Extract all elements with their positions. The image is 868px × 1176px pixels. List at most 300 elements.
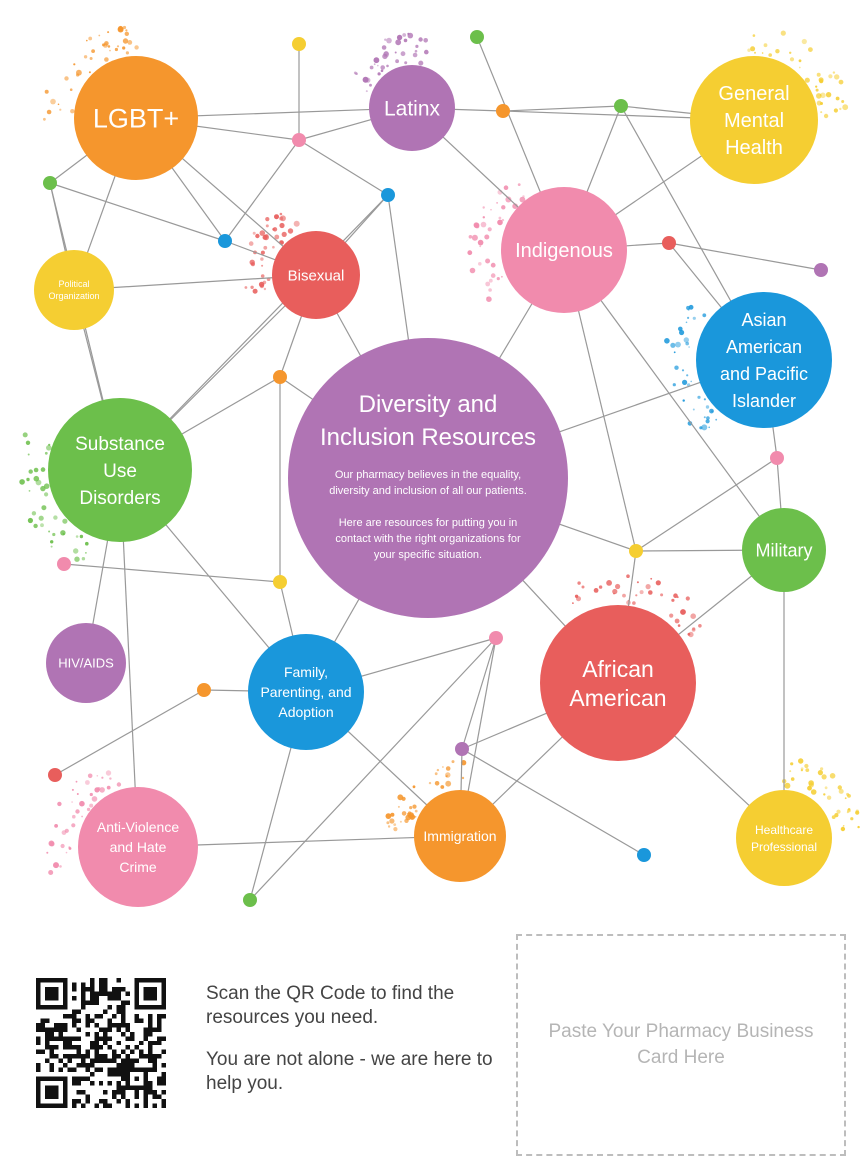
splatter-dot <box>435 772 438 775</box>
splatter-dot <box>61 844 65 848</box>
splatter-dot <box>789 52 791 54</box>
splatter-dot <box>818 770 823 775</box>
splatter-dot <box>518 183 521 186</box>
bubble-military[interactable] <box>742 508 826 592</box>
splatter-dot <box>692 627 695 630</box>
splatter-dot <box>71 801 73 803</box>
splatter-dot <box>123 38 128 43</box>
splatter-dot <box>640 590 644 594</box>
splatter-dot <box>855 811 859 815</box>
splatter-dot <box>76 73 79 76</box>
splatter-dot <box>469 235 473 239</box>
splatter-dot <box>280 215 286 221</box>
splatter-dot <box>115 48 118 51</box>
splatter-dot <box>381 70 384 73</box>
splatter-dot <box>823 793 825 795</box>
splatter-dot <box>84 55 87 58</box>
splatter-dot <box>845 797 847 799</box>
splatter-dot <box>294 221 300 227</box>
splatter-dot <box>415 810 418 813</box>
splatter-dot <box>28 454 30 456</box>
bubble-label: Immigration <box>423 828 497 844</box>
connector-dot <box>614 99 628 113</box>
splatter-dot <box>446 776 448 778</box>
connection-line <box>669 243 821 270</box>
splatter-dot <box>857 826 859 828</box>
splatter-dot <box>478 262 482 266</box>
bubble-political-organization[interactable] <box>34 250 114 330</box>
connection-line <box>50 183 225 241</box>
splatter-dot <box>442 766 444 768</box>
splatter-dot <box>266 224 269 227</box>
splatter-dot <box>489 279 493 283</box>
splatter-dot <box>682 369 684 371</box>
splatter-dot <box>577 581 580 584</box>
connection-line <box>225 140 299 241</box>
splatter-dot <box>288 228 293 233</box>
splatter-dot <box>23 432 28 437</box>
splatter-dot <box>842 104 848 110</box>
splatter-dot <box>704 416 706 418</box>
splatter-dot <box>46 445 52 451</box>
splatter-dot <box>467 250 472 255</box>
splatter-dot <box>412 805 416 809</box>
splatter-dot <box>106 770 111 775</box>
splatter-dot <box>118 27 124 33</box>
splatter-dot <box>34 468 39 473</box>
splatter-dot <box>355 72 358 75</box>
splatter-dot <box>253 232 256 235</box>
splatter-dot <box>688 633 691 636</box>
splatter-dot <box>715 419 717 421</box>
splatter-dot <box>86 40 88 42</box>
splatter-dot <box>76 781 78 783</box>
splatter-dot <box>830 773 836 779</box>
splatter-dot <box>397 35 402 40</box>
splatter-dot <box>820 94 822 96</box>
splatter-dot <box>245 286 248 289</box>
bubble-label: Mental <box>723 110 785 133</box>
bubble-label: Use <box>103 460 137 482</box>
connector-dot <box>381 188 395 202</box>
splatter-dot <box>670 343 675 348</box>
splatter-dot <box>445 781 451 787</box>
splatter-dot <box>833 71 835 73</box>
splatter-dot <box>822 774 827 779</box>
splatter-dot <box>395 52 397 54</box>
splatter-dot <box>260 230 266 236</box>
splatter-dot <box>501 205 505 209</box>
bubble-label: Bisexual <box>287 267 345 285</box>
splatter-dot <box>117 45 119 47</box>
splatter-dot <box>365 78 370 83</box>
connector-dot <box>197 683 211 697</box>
business-card-slot <box>516 934 846 1156</box>
splatter-dot <box>274 214 279 219</box>
splatter-dot <box>85 780 90 785</box>
bubble-circle <box>34 250 114 330</box>
bubble-label: Health <box>725 137 783 160</box>
splatter-dot <box>701 424 707 430</box>
splatter-dot <box>97 775 99 777</box>
splatter-dot <box>126 51 129 54</box>
splatter-dot <box>626 574 630 578</box>
splatter-dot <box>606 580 612 586</box>
splatter-dot <box>485 259 490 264</box>
bubble-healthcare-professional[interactable] <box>736 790 832 886</box>
bubble-label: Disorders <box>79 487 161 509</box>
splatter-dot <box>402 797 406 801</box>
topic-bubbles <box>34 56 832 907</box>
bubble-general-mental-health[interactable] <box>690 56 818 184</box>
business-card-placeholder: Paste Your Pharmacy Business Card Here <box>548 1021 814 1068</box>
splatter-dot <box>437 769 439 771</box>
splatter-dot <box>834 74 839 79</box>
splatter-dot <box>34 476 40 482</box>
connector-dot <box>496 104 510 118</box>
splatter-dot <box>122 46 125 49</box>
splatter-dot <box>686 306 690 310</box>
bubble-lgbt[interactable] <box>74 56 198 180</box>
splatter-dot <box>690 613 696 619</box>
splatter-dot <box>832 815 836 819</box>
bubble-label: Latinx <box>383 97 441 121</box>
splatter-dot <box>98 35 100 37</box>
splatter-dot <box>491 263 496 268</box>
bubble-label: Crime <box>119 859 157 875</box>
splatter-dot <box>64 76 68 80</box>
splatter-dot <box>790 57 794 61</box>
splatter-dot <box>413 785 416 788</box>
splatter-dot <box>504 185 509 190</box>
bubble-bisexual[interactable] <box>272 231 360 319</box>
splatter-dot <box>404 819 408 823</box>
splatter-dot <box>762 52 764 54</box>
splatter-dot <box>43 118 46 121</box>
splatter-dot <box>393 827 397 831</box>
connector-dot <box>243 893 257 907</box>
bubble-african-american[interactable] <box>540 605 696 761</box>
splatter-dot <box>805 768 809 772</box>
splatter-dot <box>648 590 653 595</box>
bubble-label: and Hate <box>109 839 167 855</box>
bubble-label: Islander <box>731 391 797 411</box>
connector-dot <box>43 176 57 190</box>
splatter-dot <box>260 257 263 260</box>
splatter-dot <box>808 47 813 52</box>
splatter-dot <box>261 265 263 267</box>
splatter-dot <box>576 596 581 601</box>
splatter-dot <box>107 786 111 790</box>
splatter-dot <box>90 793 93 796</box>
splatter-dot <box>400 821 402 823</box>
splatter-dot <box>386 813 392 819</box>
bubble-label: Family, <box>283 664 329 680</box>
splatter-dot <box>415 45 418 48</box>
bubble-label: Political <box>58 279 90 290</box>
connector-dot <box>662 236 676 250</box>
splatter-dot <box>612 589 617 594</box>
splatter-dot <box>53 862 59 868</box>
splatter-dot <box>768 53 772 57</box>
splatter-dot <box>819 79 823 83</box>
splatter-dot <box>19 479 25 485</box>
splatter-dot <box>50 99 56 105</box>
splatter-dot <box>501 276 503 278</box>
splatter-dot <box>486 296 492 302</box>
splatter-dot <box>502 219 504 221</box>
splatter-dot <box>125 32 129 36</box>
splatter-dot <box>263 246 267 250</box>
bubble-circle <box>540 605 696 761</box>
splatter-dot <box>637 581 639 583</box>
splatter-dot <box>479 245 481 247</box>
bubble-label: LGBT+ <box>92 103 180 134</box>
splatter-dot <box>496 202 498 204</box>
splatter-dot <box>650 578 652 580</box>
splatter-dot <box>76 535 79 538</box>
splatter-dot <box>679 330 684 335</box>
splatter-dot <box>57 802 61 806</box>
splatter-dot <box>72 815 76 819</box>
splatter-dot <box>711 410 713 412</box>
splatter-dot <box>370 66 374 70</box>
splatter-dot <box>802 39 807 44</box>
bubble-immigration[interactable] <box>414 790 506 882</box>
bubble-label: Healthcare <box>754 822 814 837</box>
splatter-dot <box>407 33 409 35</box>
connector-dot <box>770 451 784 465</box>
splatter-dot <box>801 769 803 771</box>
splatter-dot <box>656 580 661 585</box>
splatter-dot <box>671 599 674 602</box>
splatter-dot <box>674 351 676 353</box>
splatter-dot <box>29 490 31 492</box>
splatter-dot <box>499 217 502 220</box>
bubble-label: Adoption <box>278 704 334 720</box>
splatter-dot <box>820 111 822 113</box>
splatter-dot <box>677 596 679 598</box>
splatter-dot <box>380 65 385 70</box>
splatter-dot <box>825 786 828 789</box>
connector-dot <box>637 848 651 862</box>
splatter-dot <box>490 209 492 211</box>
splatter-dot <box>474 223 480 229</box>
center-body-line: your specific situation. <box>373 549 483 561</box>
bubble-label: Organization <box>48 291 100 302</box>
center-body-line: contact with the right organizations for <box>335 533 521 545</box>
center-body-line: Our pharmacy believes in the equality, <box>334 469 522 481</box>
splatter-dot <box>483 216 485 218</box>
bubble-label: Parenting, and <box>260 684 352 700</box>
splatter-dot <box>50 540 53 543</box>
splatter-dot <box>75 809 79 813</box>
splatter-dot <box>409 806 412 809</box>
splatter-dot <box>125 29 127 31</box>
splatter-dot <box>79 801 85 807</box>
splatter-dot <box>843 825 845 827</box>
splatter-dot <box>622 594 626 598</box>
splatter-dot <box>40 486 45 491</box>
bubble-anti-violence[interactable] <box>78 787 198 907</box>
splatter-dot <box>632 601 636 605</box>
splatter-dot <box>280 213 283 216</box>
splatter-dot <box>117 782 121 786</box>
splatter-dot <box>89 804 93 808</box>
splatter-dot <box>279 223 284 228</box>
splatter-dot <box>384 39 386 41</box>
splatter-dot <box>26 478 29 481</box>
splatter-dot <box>824 114 828 118</box>
splatter-dot <box>599 585 602 588</box>
splatter-dot <box>58 104 60 106</box>
splatter-dot <box>615 584 620 589</box>
bubble-family[interactable] <box>248 634 364 750</box>
splatter-dot <box>816 93 822 99</box>
center-title-line: Inclusion Resources <box>319 424 537 451</box>
connection-line <box>64 564 280 582</box>
splatter-dot <box>706 405 709 408</box>
connector-dot <box>629 544 643 558</box>
splatter-dot <box>401 51 406 56</box>
splatter-dot <box>839 80 844 85</box>
bubble-latinx[interactable] <box>369 65 455 151</box>
splatter-dot <box>69 847 72 850</box>
splatter-dot <box>107 31 109 33</box>
splatter-dot <box>485 282 490 287</box>
splatter-dot <box>828 74 832 78</box>
connection-line <box>299 140 388 195</box>
splatter-dot <box>127 40 132 45</box>
splatter-dot <box>48 870 53 875</box>
splatter-dot <box>404 61 407 64</box>
splatter-dot <box>488 227 492 231</box>
connector-dot <box>470 30 484 44</box>
splatter-dot <box>781 30 786 35</box>
splatter-dot <box>250 286 253 289</box>
splatter-dot <box>413 53 418 58</box>
splatter-dot <box>41 505 46 510</box>
splatter-dot <box>594 588 599 593</box>
bubble-label: American <box>569 684 667 711</box>
splatter-dot <box>85 542 89 546</box>
splatter-dot <box>90 57 93 60</box>
splatter-dot <box>250 260 255 265</box>
splatter-dot <box>261 274 265 278</box>
splatter-dot <box>44 492 48 496</box>
splatter-dot <box>40 523 44 527</box>
splatter-dot <box>255 234 259 238</box>
splatter-dot <box>402 33 406 37</box>
splatter-dot <box>673 383 676 386</box>
splatter-dot <box>836 97 840 101</box>
splatter-dot <box>798 758 803 763</box>
splatter-dot <box>680 609 686 615</box>
splatter-dot <box>497 277 500 280</box>
splatter-dot <box>48 444 50 446</box>
splatter-dot <box>104 57 109 62</box>
splatter-dot <box>764 43 768 47</box>
splatter-dot <box>377 65 379 67</box>
splatter-dot <box>388 825 390 827</box>
splatter-dot <box>51 546 53 548</box>
splatter-dot <box>85 552 87 554</box>
splatter-dot <box>415 816 417 818</box>
splatter-dot <box>54 824 58 828</box>
splatter-dot <box>407 813 410 816</box>
support-message: You are not alone - we are here to help you. <box>206 1049 493 1094</box>
splatter-dot <box>799 67 801 69</box>
splatter-dot <box>702 313 706 317</box>
splatter-dot <box>429 782 431 784</box>
splatter-dot <box>60 530 65 535</box>
splatter-dot <box>26 441 30 445</box>
splatter-dot <box>89 71 91 73</box>
splatter-dot <box>66 852 68 854</box>
bubble-asian-american[interactable] <box>696 292 832 428</box>
splatter-dot <box>62 519 67 524</box>
splatter-dot <box>675 619 680 624</box>
splatter-dot <box>39 516 44 521</box>
splatter-dot <box>45 452 48 455</box>
splatter-dot <box>72 789 74 791</box>
splatter-dot <box>452 760 455 763</box>
bubble-label: Substance <box>75 433 165 455</box>
splatter-dot <box>386 65 389 68</box>
splatter-dot <box>799 59 802 62</box>
splatter-dot <box>272 246 275 249</box>
splatter-dot <box>415 50 418 53</box>
bubble-label: Professional <box>750 839 818 854</box>
splatter-dot <box>784 783 790 789</box>
splatter-dot <box>483 206 485 208</box>
splatter-dot <box>847 809 851 813</box>
splatter-dot <box>440 785 444 789</box>
splatter-dot <box>470 268 476 274</box>
splatter-dot <box>386 38 392 44</box>
splatter-dot <box>664 338 670 344</box>
splatter-dot <box>80 535 83 538</box>
splatter-dot <box>472 235 478 241</box>
splatter-dot <box>697 396 700 399</box>
qr-code[interactable] <box>36 978 166 1108</box>
splatter-dot <box>70 88 73 91</box>
splatter-dot <box>708 427 710 429</box>
scan-instruction: Scan the QR Code to find the resources you need. <box>206 983 455 1028</box>
bubble-indigenous[interactable] <box>501 187 627 313</box>
splatter-dot <box>382 45 387 50</box>
splatter-dot <box>264 288 266 290</box>
bubble-hiv-aids[interactable] <box>46 623 126 703</box>
connector-dot <box>273 370 287 384</box>
center-body-line: Here are resources for putting you in <box>338 517 518 529</box>
splatter-dot <box>103 43 108 48</box>
splatter-dot <box>811 789 817 795</box>
splatter-dot <box>687 317 689 319</box>
splatter-dot <box>378 72 381 75</box>
splatter-dot <box>669 614 673 618</box>
splatter-dot <box>273 227 277 231</box>
splatter-dot <box>374 63 376 65</box>
splatter-dot <box>74 557 79 562</box>
splatter-dot <box>253 289 258 294</box>
splatter-dot <box>817 73 821 77</box>
bubble-substance-use[interactable] <box>48 398 192 542</box>
splatter-dot <box>839 108 841 110</box>
splatter-dot <box>675 342 681 348</box>
splatter-dot <box>393 823 396 826</box>
splatter-dot <box>684 337 689 342</box>
